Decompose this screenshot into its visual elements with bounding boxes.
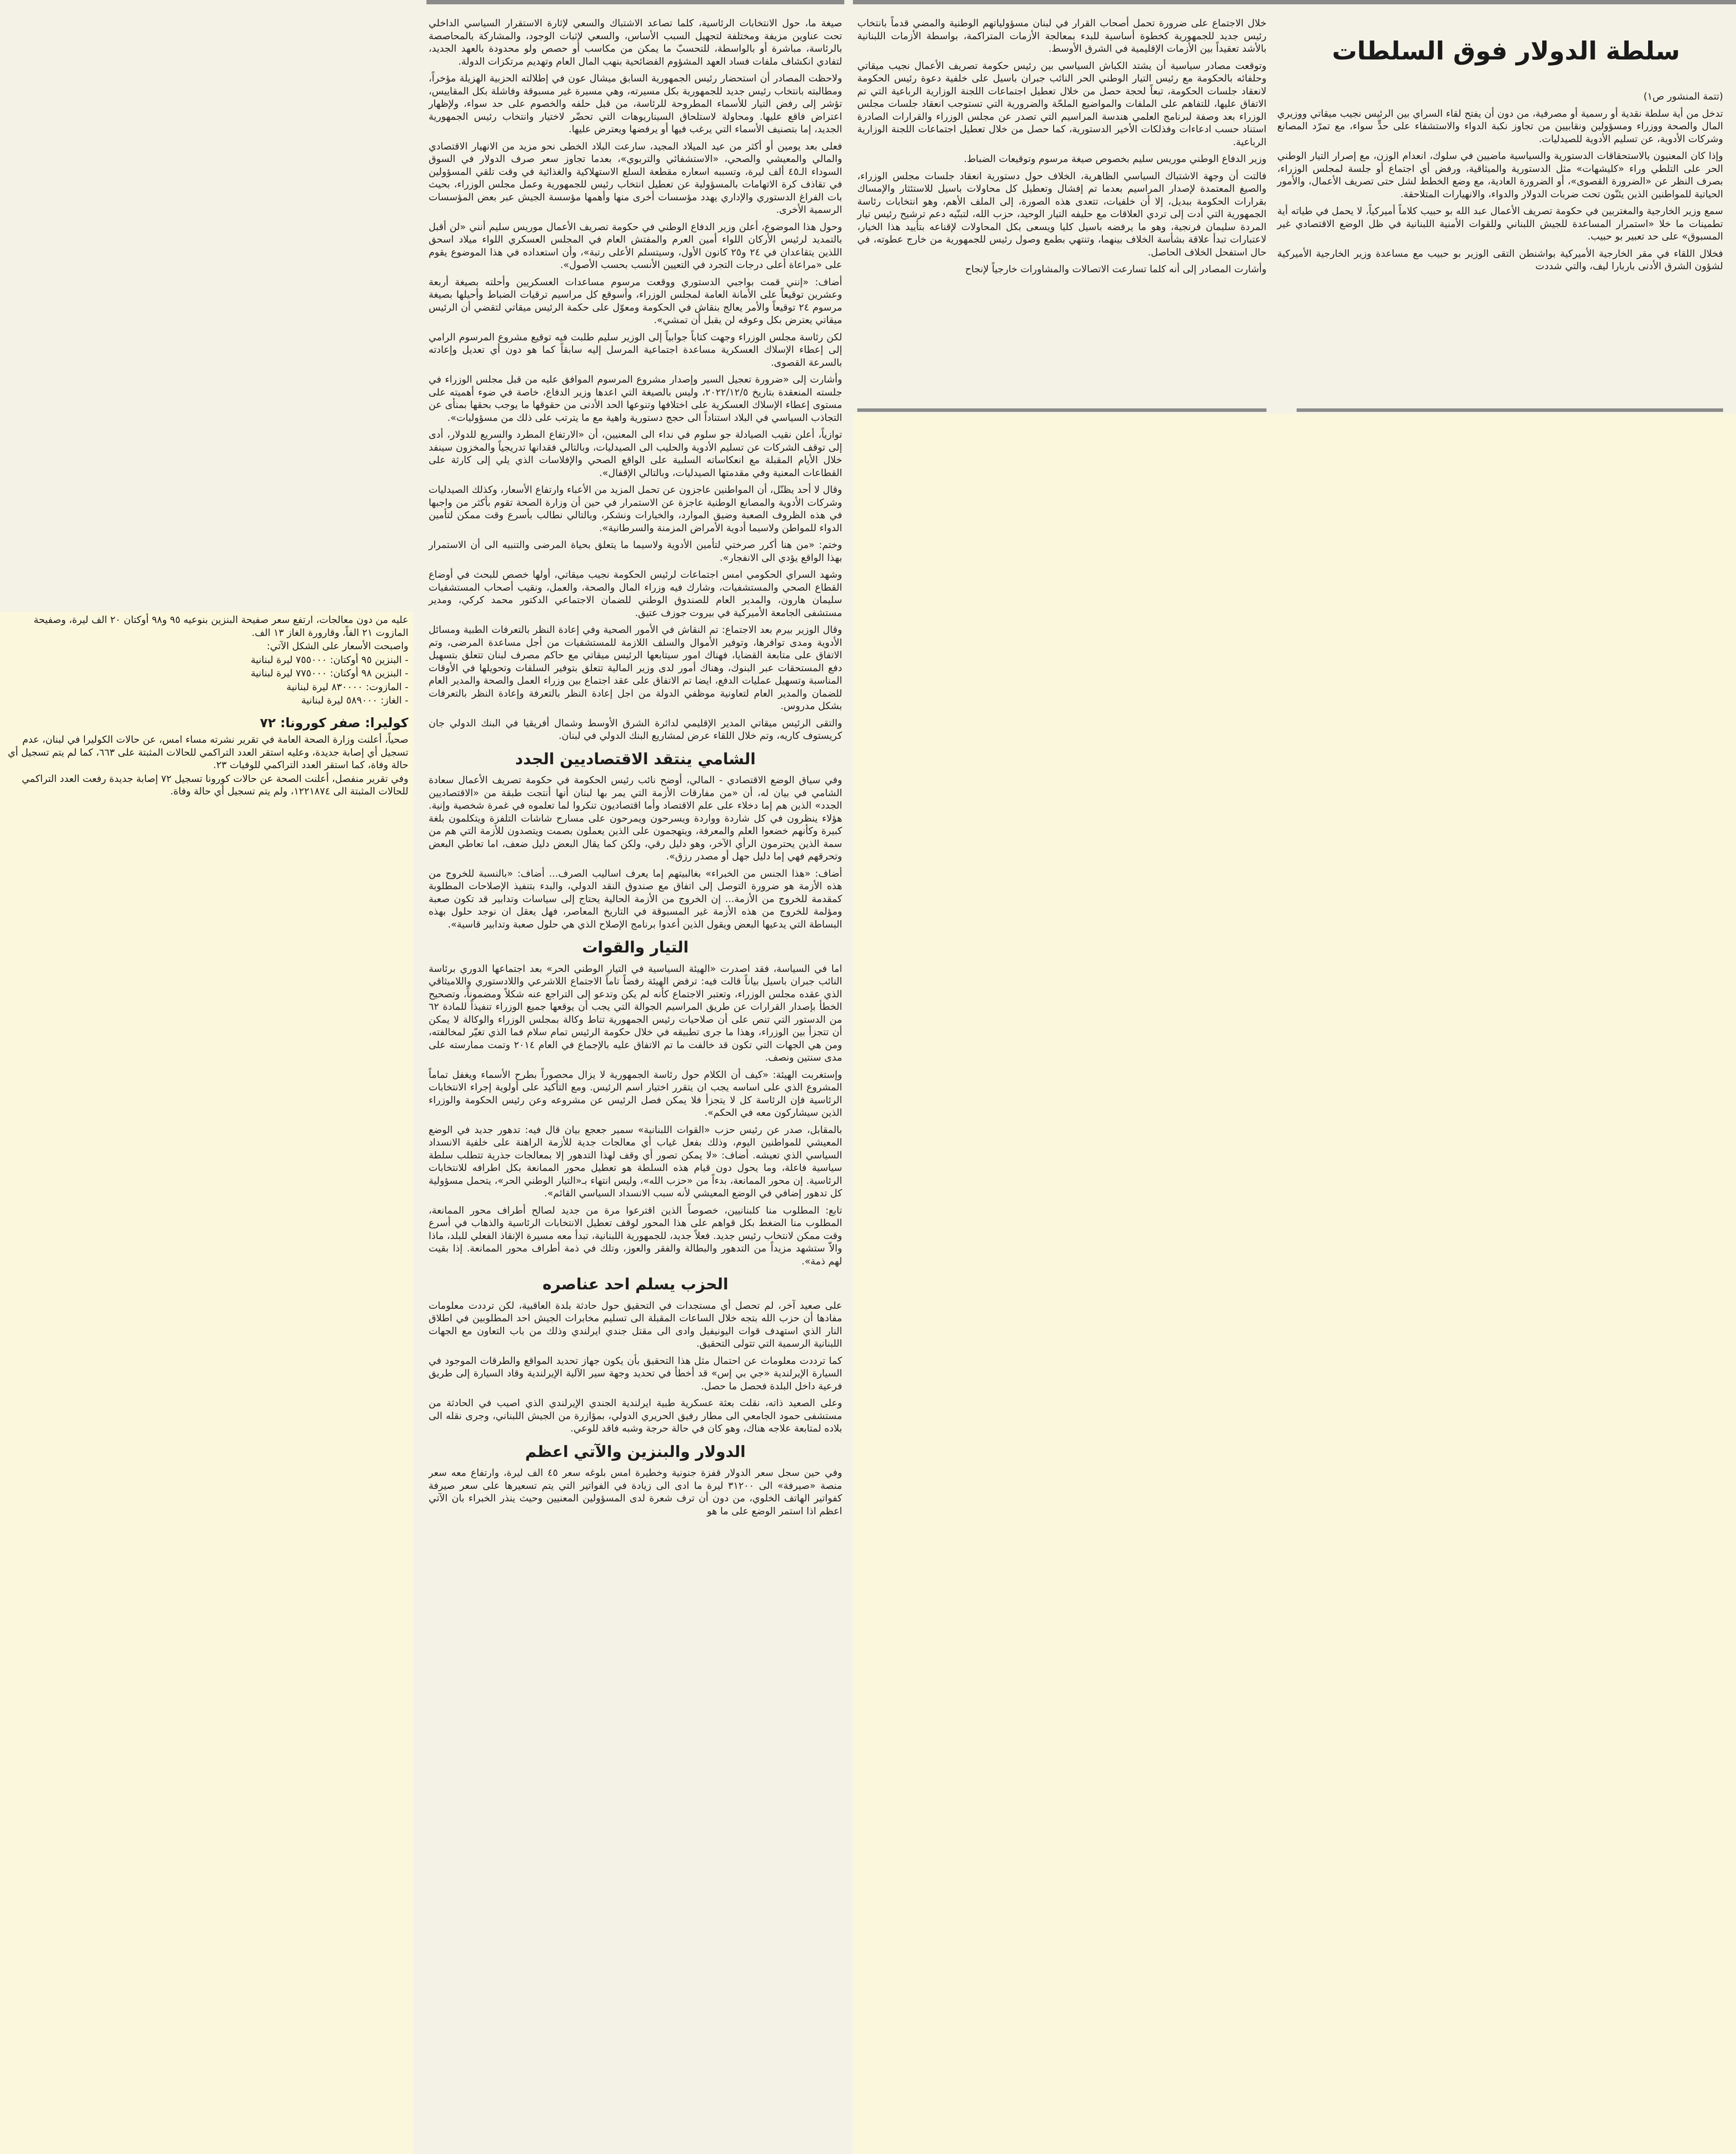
covid-heading: كوليرا: صفر كورونا: ٧٢ <box>260 715 408 731</box>
article-paragraph: اما في السياسة، فقد اصدرت «الهيئة السياسية في التيار الوطني الحر» بعد اجتماعها الدوري برئاسة النائب جبران باسيل بياناً قالت فيه: ترفض الهيئة رفضاً تاماً الاجتماع اللاشرعي واللادستوري واللاميثاقي الذي عقده مجلس الوزراء، وتعتبر الاجتماع كأنه لم يكن وتدعو إلى التراجع عنه شكلاً ومضموناً، وتصحيح الخطأ بإصدار القرارات عن طريق المراسيم الجوالة التي يجب أن يوقعها جميع الوزراء تنفيذاً للمادة ٦٢ من الدستور التي تنص على أن صلاحيات رئيس الجمهورية تناط وكالة بمجلس الوزراء والوكالة لا يمكن أن تتجزأ بين الوزراء، وهذا ما جرى تطبيقه في خلال حكومة الرئيس تمام سلام فما الذي تغيّر لمخالفته، ومن هي الجهات التي تكون قد خالفت ما تم الاتفاق عليه بالإجماع في العام ٢٠١٤ وتمت ممارسته على مدى سنتين ونصف. <box>429 963 842 1063</box>
section-heading: التيار والقوات <box>582 939 689 956</box>
column-end-rule-col2 <box>857 408 1266 412</box>
article-paragraph: وختم: «من هنا أكرر صرختي لتأمين الأدوية ولاسيما ما يتعلق بحياة المرضى والتنبيه الى أن الاستمرار بهذا الواقع يؤدي الى الانفجار». <box>429 539 842 563</box>
article-paragraph: على صعيد آخر، لم تحصل أي مستجدات في التحقيق حول حادثة بلدة العاقبية، لكن ترددت معلومات مفادها أن حزب الله بتجه خلال الساعات المقبلة الى تسليم مخابرات الجيش احد المطلوبين في اطلاق النار الذي استهدف قوات اليونيفيل وادى الى مقتل جندي ايرلندي وذلك من باب التعاون مع الجهات اللبنانية الرسمية التي تتولى التحقيق. <box>429 1300 842 1349</box>
sidebar-paragraph: وفي تقرير منفصل، أعلنت الصحة عن حالات كورونا تسجيل ٧٢ إصابة جديدة رفعت العدد التراكمي للحالات المثبتة الى ١٢٢١٨٧٤، ولم يتم تسجيل أي حالة وفاة. <box>22 773 408 797</box>
continuation-note: (تتمة المنشور ص١) <box>1643 91 1723 102</box>
article-paragraph: وقال الوزير بيرم بعد الاجتماع: تم النقاش في الأمور الصحية وفي إعادة النظر بالتعرفات الطبية ومسائل الأدوية ومدى توافرها، وتوفير الأموال والسلف اللازمة للمستشفيات من أجل مساعدة المرضى، وتم الاتفاق على متابعة القضايا، فهناك امور سيتابعها الرئيس ميقاتي مع حاكم مصرف لبنان تتعلق بتسهيل دفع المستحقات عبر البنوك، وهناك أمور لدى وزير المالية تتعلق بتوفير السلفات وتحويلها في الأوقات المناسبة وتسهيل عمليات الدفع، ايضا تم الاتفاق على عقد اجتماع بين وزراء العمل والصحة والمدير العام للضمان والمدير العام لتعاونية موظفي الدولة من اجل إعادة النظر بالتعرفة وإعادة النظر بالتعرفات بشكل مدروس. <box>429 624 842 712</box>
article-column-3 <box>429 17 842 1522</box>
section-heading: الحزب يسلم احد عناصره <box>542 1276 728 1293</box>
article-paragraph: لكن رئاسة مجلس الوزراء وجهت كتاباً جوابياً إلى الوزير سليم طلبت فيه توقيع مشروع المرسوم الرامي إلى إعطاء الإسلاك العسكرية مساعدة اجتماعية المرسل إليه سابقاً كما هو دون أي تعديل وإعادته بالسرعة القصوى. <box>429 331 842 368</box>
article-paragraph: والتقى الرئيس ميقاتي المدير الإقليمي لدائرة الشرق الأوسط وشمال أفريقيا في البنك الدولي جان كريستوف كاريه، وتم خلال اللقاء عرض لمشاريع البنك الدولي في لبنان. <box>429 717 842 741</box>
article-paragraph: أضاف: «إنني قمت بواجبي الدستوري ووقعت مرسوم مساعدات العسكريين وأحلته بصيغة أربعة وعشرين توقيعاً على الأمانة العامة لمجلس الوزراء، وأسوقع كل مراسيم ترقيات الضباط وأحيلها بصيغة مرسوم ٢٤ توقيعاً والأمر يعالج بنقاش في الحكومة ومعوّل على حكمة الرئيس ميقاتي لتقضي أن الرئيس ميقاتي يعترض بكل وعوقه لن يقبل أن تمشي». <box>429 276 842 326</box>
section-heading: الشامي ينتقد الاقتصاديين الجدد <box>515 750 756 768</box>
article-paragraph: وإستغربت الهيئة: «كيف أن الكلام حول رئاسة الجمهورية لا يزال محصوراً بطرح الأسماء ويغفل تماماً المشروع الذي على اساسه يجب ان يتقرر اختيار اسم الرئيس. ومع التأكيد على أولوية إجراء الانتخابات الرئاسية فإن الرئاسة كل لا يتجزأ فلا يمكن فصل الرئيس عن مشروعه وعن رئيس الحكومة والوزراء الذين سيشاركون معه في الحكم». <box>429 1069 842 1118</box>
top-rule-right <box>853 0 1736 4</box>
article-paragraph: وتوقعت مصادر سياسية أن يشتد الكباش السياسي بين رئيس حكومة تصريف الأعمال نجيب ميقاتي وحلفائه بالحكومة مع رئيس التيار الوطني الحر النائب جبران باسيل على خلفية دعوة رئيس الحكومة لانعقاد جلسات الحكومة، تبعاً لحجة حصل من خلال تعطيل اجتماعات اللجنة الوزارية الرباعية التي تم الاتفاق عليها، للتفاهم على الملفات والمواضيع الملحّة والضرورية التي تستوجب انعقاد جلسات مجلس الوزراء بعد وصفة لبرنامج العلمي هندسة المراسيم التي تصدر عن مجلس الوزراء والقرارات الصادرة استناد حسب ادعاءات وفذلكات الأخير الدستورية، كما حصل من خلال تعطيل اجتماعات اللجنة الوزارية الرباعية. <box>857 60 1266 148</box>
article-column-2 <box>857 17 1266 280</box>
sidebar-paragraph: واصبحت الأسعار على الشكل الآتي: <box>267 641 408 652</box>
article-paragraph: فعلى بعد يومين أو أكثر من عيد الميلاد المجيد، سارعت البلاد الخطى نحو مزيد من الانهيار الاقتصادي والمالي والمعيشي والصحي، «الاستشفائي والتربوي»، بعدما تجاوز سعر صرف الدولار في السوق السوداء الـ٤٥ ألف ليرة، وتسببه اسعاره مقطعة السلع الاستهلاكية والغذائية في وقت تلقي المسؤولين في تقاذف كرة الاتهامات بالمسؤولية عن تعطيل انتخاب رئيس للجمهورية وعمل مجلس الوزراء، بحيث بات الفراغ الدستوري والإداري يهدد مؤسسات أخرى منها وأهمها مؤسسة الجيش عبر بعض المؤسسات الرسمية الأخرى. <box>429 140 842 215</box>
article-paragraph: وقال لا أحد يظنّل، أن المواطنين عاجزون عن تحمل المزيد من الأعباء وارتفاع الأسعار، وكذلك الصيدليات وشركات الأدوية والمصانع الوطنية عاجزة عن الاستمرار في حين أن وزارة الصحة تقوم بأكثر من واجبها في هذه الظروف الصعبة وضيق الموارد، والخيارات ونشكر، وبالتالي نطالب بأسرع وقت ممكن لتأمين الدواء للمواطن ولاسيما أدوية الأمراض المزمنة والسرطانية». <box>429 484 842 534</box>
article-paragraph: فخلال اللقاء في مقر الخارجية الأميركية بواشنطن التقى الوزير بو حبيب مع مساعدة وزير الخارجية الأميركية لشؤون الشرق الأدنى باربارا ليف، والتي شددت <box>1277 248 1723 272</box>
column-end-rule-col1 <box>1297 408 1723 412</box>
article-paragraph: وعلى الصعيد ذاته، نقلت بعثة عسكرية طبية ايرلندية الجندي الإيرلندي الذي اصيب في الحادثة من مستشفى حمود الجامعي الى مطار رفيق الحريري الدولي، بمؤازرة من الجيش اللبناني، وجرى نقله الى بلاده لمتابعة علاجه هناك، وهو كان في حالة حرجة وشبه فاقد للوعي. <box>429 1398 842 1434</box>
article-paragraph: وأشارت المصادر إلى أنه كلما تسارعت الاتصالات والمشاورات خارجياً لإنجاح <box>965 264 1266 275</box>
article-paragraph: خلال الاجتماع على ضرورة تحمل أصحاب القرار في لبنان مسؤولياتهم الوطنية والمضي قدماً بانتخاب رئيس جديد للجمهورية كخطوة أساسية للبدء بمعالجة الأزمات المتراكمة، بواسطة الأزمات اللبنانية بالأشد تعقيداً بين الأزمات الإقليمية في الشرق الأوسط. <box>857 18 1266 54</box>
article-paragraph: كما ترددت معلومات عن احتمال مثل هذا التحقيق بأن يكون جهاز تحديد المواقع والطرقات الموجود في السيارة الإيرلندية «جي بي إس» قد أخطأ في تحديد وجهة سير الآلية الإيرلندية وقاد السيارة إلى طريق فرعية داخل البلدة فحصل ما حصل. <box>429 1355 842 1392</box>
article-paragraph: صيغة ما، حول الانتخابات الرئاسية، كلما تصاعد الاشتباك والسعي لإثارة الاستقرار السياسي الداخلي تحت عناوين مزيفة ومختلفة لتجهيل السبب الأساس، والسعي لإثبات الوجود، والمشاركة بالمحاصصة بالرئاسة، مباشرة أو بالواسطة، للتحسبّ ما يمكن من مكاسب أو حصص ولو محدودة بالعهد الجديد، لتفادي انكشاف ملفات فساد العهد المشؤوم الفضائحية بنهب المال العام وتهديم مرتكزات الدولة. <box>429 18 842 67</box>
fuel-price-line: - البنزين ٩٨ أوكتان: ٧٧٥٠٠٠ ليرة لبنانية <box>250 668 408 679</box>
fuel-prices-box <box>8 614 408 799</box>
sidebar-paragraph: صحياً، أعلنت وزارة الصحة العامة في تقرير نشرته مساء امس، عن حالات الكوليرا في لبنان، عدم تسجيل أي إصابة جديدة، وعليه استقر العدد التراكمي للحالات المثبتة على ٦٦٣، كما لم يتم تسجيل أي حالة وفاة، كما استقر العدد التراكمي للوفيات ٢٣. <box>8 734 408 771</box>
article-paragraph: وشهد السراي الحكومي امس اجتماعات لرئيس الحكومة نجيب ميقاتي، أولها خصص للبحث في أوضاع القطاع الصحي والمستشفيات، وشارك فيه وزراء المال والصحة، والعمل، ونقيب أصحاب المستشفيات سليمان هارون، والمدير العام للصندوق الوطني للضمان الاجتماعي الدكتور محمد كركي، ومدير مستشفى الجامعة الأميركية في بيروت جوزف عتيق. <box>429 569 842 619</box>
fuel-price-line: - البنزين ٩٥ أوكتان: ٧٥٥٠٠٠ ليرة لبنانية <box>250 654 408 666</box>
article-paragraph: وأشارت إلى «ضرورة تعجيل السير وإصدار مشروع المرسوم الموافق عليه من قبل مجلس الوزراء في جلسته المنعقدة بتاريخ ٢٠٢٢/١٢/٥، وليس بالصيغة التي اعدها وزير الدفاع، خاصة في ضوء أهميته على مستوى إعطاء الإسلاك العسكرية على اختلافها وتنوعها الحد الأدنى من حقوقها ما يوجب بحقها بمنأى عن التجاذب السياسي في البلاد استناداً الى حجج دستورية واهية مع ما يترتب على ذلك من مسؤوليات». <box>429 374 842 423</box>
fuel-price-line: - الغاز: ٥٨٩٠٠٠ ليرة لبنانية <box>301 695 408 706</box>
page-background-panel <box>853 414 1736 2154</box>
article-paragraph: وإذا كان المعنيون بالاستحقاقات الدستورية والسياسية ماضيين في سلوك، انعدام الوزن، مع إصرار التيار الوطني الحر على التلطي وراء «كليشهات» مثل الدستورية والميثاقية، ورفض أي اجتماع أو جلسة لمجلس الوزراء، بصرف النظر عن «الضرورة القصوى»، أو الضرورة العادية، مع وضع الخطط لشل حتى تصريف الأعمال، والأمور الحياتية للمواطنين الذين يئنّون تحت ضربات الدولار والدواء، والانهيارات المتلاحقة. <box>1277 150 1723 200</box>
article-paragraph: ولاحظت المصادر أن استحضار رئيس الجمهورية السابق ميشال عون في إطلالته الحزبية الهزيلة مؤخراً، ومطالبته بانتخاب رئيس جديد للجمهورية بكل مسيرته، وهي مسيرة غير مسبوقة وفاشلة بكل المقاييس، تؤشر إلى رفض التيار للأسماء المطروحة للرئاسة، من قبل حلفه والخصوم على حد سواء، ولإظهار اعتراض فاقع عليها. ومحاولة لاستلحاق السيناريوهات التي تحضّر لاختيار وانتخاب رئيس الجمهورية الجديد، إما بتصنيف الأسماء التي يرغب فيها أو يرفضها ويعترض عليها. <box>429 73 842 135</box>
article-paragraph: وفي سياق الوضع الاقتصادي - المالي، أوضح نائب رئيس الحكومة في حكومة تصريف الأعمال سعادة الشامي في بيان له، أن «من مفارقات الأزمة التي يمر بها لبنان أنها أنتجت طبقة من «الاقتصاديين الجدد» الذين هم إما دخلاء على علم الاقتصاد وأما اقتصاديون تنكروا لما تعلموه في غمرة شخصية وإنية. هؤلاء ينظرون في كل شاردة وواردة ويسرحون ويمرحون على مسارح شاشات التلفزة ويتكلمون بلغة كبيرة وكأنهم خضعوا العلم والمعرفة، ويتهجمون على الذين يعملون بصمت ويتصدون للأزمة التي هم من سمة الذين يحترمون الرأي الآخر، وهو دليل رقي، ولكن كما يقال البعض دليل ضعف، اما تعاطي البعض وتحرقهم فهي إما دليل جهل أو مصدر رزق». <box>429 775 842 862</box>
article-paragraph: وزير الدفاع الوطني موريس سليم بخصوص صيغة مرسوم وتوقيعات الضباط. <box>964 153 1266 165</box>
article-paragraph: وحول هذا الموضوع، أعلن وزير الدفاع الوطني في حكومة تصريف الأعمال موريس سليم أنني «لن أقبل بالتمديد لرئيس الأركان اللواء أمين العرم والمفتش العام في المجلس العسكري اللواء ميلاد اسحق اللذين يتقاعدان في ٢٤ و٢٥ كانون الأول، وسيتسلم الأعلى رتبة»، وأن استعداده في هذا الموضوع يقوم على «مراعاة أعلى درجات التجرد في التعيين الأنسب بحسب الأصول». <box>429 221 842 271</box>
article-paragraph: بالمقابل، صدر عن رئيس حزب «القوات اللبنانية» سمير جعجع بيان قال فيه: تدهور جديد في الوضع المعيشي للمواطنين اليوم، وذلك بفعل غياب أي معالجات جدية للأزمة الراهنة على خلفية الانسداد السياسي الذي تعيشه. أضاف: «لا يمكن تصور أي وقف لهذا التدهور إلا بمعالجات جذرية تتطلب سلطة سياسية فاعلة، وما يحول دون قيام هذه السلطة هو تعطيل محور الممانعة بكل اطرافه للانتخابات الرئاسية. إن محور الممانعة، بدءاً من «حزب الله»، وليس انتهاء بـ«التيار الوطني الحر»، يتحمل مسؤولية كل تدهور إضافي في الوضع المعيشي لأنه سبب الانسداد السياسي القائم». <box>429 1124 842 1199</box>
article-column-1 <box>1277 90 1723 277</box>
article-paragraph: فالتت أن وجهة الاشتباك السياسي الظاهرية، الخلاف حول دستورية انعقاد جلسات مجلس الوزراء، والصيغ المعتمدة لإصدار المراسيم بعدما تم إفشال وتعطيل كل محاولات باسيل للاستئثار والإمساك بقرارات الحكومة ببديل، إلا أن خلفيات، تتعدى هذه الصورة، إلى الملف الأهم، وهو انتخابات رئاسة الجمهورية التي أدت إلى تردي العلاقات مع حليفه التيار الوحيد، حزب الله، لتبنّيه دعم ترشيح رئيس تيار المردة سليمان فرنجية، وهو ما يرفضه باسيل كليا ويسعى بكل المحاولات لإقناعه بتأييد هذا الخيار، لاعتبارات تبدأ علاقة بشأسة الخلاف بينهما، وتنتهي بطمع وصول رئيس للجمهورية من خارج عطوته، في حال استفحل الخلاف الحاصل. <box>857 170 1266 258</box>
sidebar-paragraph: عليه من دون معالجات، ارتفع سعر صفيحة البنزين بنوعيه ٩٥ و٩٨ أوكتان ٢٠ الف ليرة، وصفيحة المازوت ٢١ الفاً، وقارورة الغاز ١٣ الف. <box>34 614 408 638</box>
article-headline: سلطة الدولار فوق السلطات <box>1332 36 1680 65</box>
sidebar-background-panel <box>0 612 414 2154</box>
article-paragraph: سمع وزير الخارجية والمغتربين في حكومة تصريف الأعمال عبد الله بو حبيب كلاماً أميركياً، لا يحمل في طياته أية تطمينات ما خلا «استمرار المساعدة للجيش اللبناني وللقوات الأمنية اللبنانية في ظل الوضع الاقتصادي غير المسبوق» على حد تعبير بو حبيب. <box>1277 205 1723 242</box>
article-paragraph: أضاف: «هذا الجنس من الخبراء» بغالبيتهم إما يعرف اساليب الصرف... أضاف: «بالنسبة للخروج من هذه الأزمة هو ضرورة التوصل إلى اتفاق مع صندوق النقد الدولي، والبدء بتنفيذ الإصلاحات المطلوبة كمقدمة للخروج من الأزمة... إن الخروج من الأزمة الحالية يحتاج إلى سياسات وتدابير قد تكون صعبة ومؤلمة للخروج من هذه الأزمة غير المسبوقة في التاريخ المعاصر، فهل يعقل ان نوجد حلول بهذه البساطة التي يدعيها البعض ويقول الذين أعدوا برنامج الإصلاح الذي هي حلول صعبة وتدابير قاسية». <box>429 868 842 930</box>
article-paragraph: تابع: المطلوب منا كلبنانيين، خصوصاً الذين اقترعوا مرة من جديد لصالح أطراف محور الممانعة، المطلوب منا الضغط بكل قواهم على هذا المحور لوقف تعطيل الانتخابات الرئاسية والذهاب في أسرع وقت ممكن لانتخاب رئيس جديد. فعلاً جديد، للجمهورية اللبنانية، تبدأ معه مسيرة الإنقاذ الفعلي للبلد، ماذا والاّ ستشهد مزيداً من التدهور والبطالة والفقر والعوز، وتلك في ذمة أطراف محور الممانعة. إذا بقيت لهم ذمة». <box>429 1205 842 1267</box>
article-paragraph: توازياً، أعلن نقيب الصيادلة جو سلوم في نداء الى المعنيين، أن «الارتفاع المطرد والسريع للدولار، أدى إلى توقف الشركات عن تسليم الأدوية والحليب الى الصيدليات، وبالتالي فقدانها تدريجياً والمخزون سينفد خلال الأيام المقبلة مع انعكاساته السلبية على الواقع الصحي والإفلاسات الذي يلي إلى كارثة على القطاعات المعنية وفي مقدمتها الصيدليات، وبالتالي الإقفال». <box>429 429 842 479</box>
top-rule-middle <box>426 0 844 4</box>
fuel-price-line: - المازوت: ٨٣٠٠٠٠ ليرة لبنانية <box>286 681 408 693</box>
article-paragraph: وفي حين سجل سعر الدولار قفزة جنونية وخطيرة امس بلوغه سعر ٤٥ الف ليرة، وارتفاع معه سعر منصة «صيرفة» الى ٣١٢٠٠ ليرة ما ادى الى زيادة في الفواتير التي يتم تسعيرها على سعر صيرفة كفواتير الهاتف الخلوي، من دون أن ترف شعرة لدى المسؤولين المعنيين وحيث ينذر الخبراء بان الآتي اعظم اذا استمر الوضع على ما هو <box>429 1467 842 1517</box>
section-heading: الدولار والبنزين والآتي اعظم <box>525 1443 746 1461</box>
article-paragraph: تدخل من أية سلطة نقدية أو رسمية أو مصرفية، من دون أن يفتح لقاء السراي بين الرئيس نجيب ميقاتي ووزيري المال والصحة ووزراء ومسؤولين ونقابيين من تجاوز نكبة الدواء والاستشفاء على حدٍّ سواء، مع تمرّد المصانع وشركات الأدوية، عن تسليم الأدوية للصيدليات. <box>1277 108 1723 145</box>
